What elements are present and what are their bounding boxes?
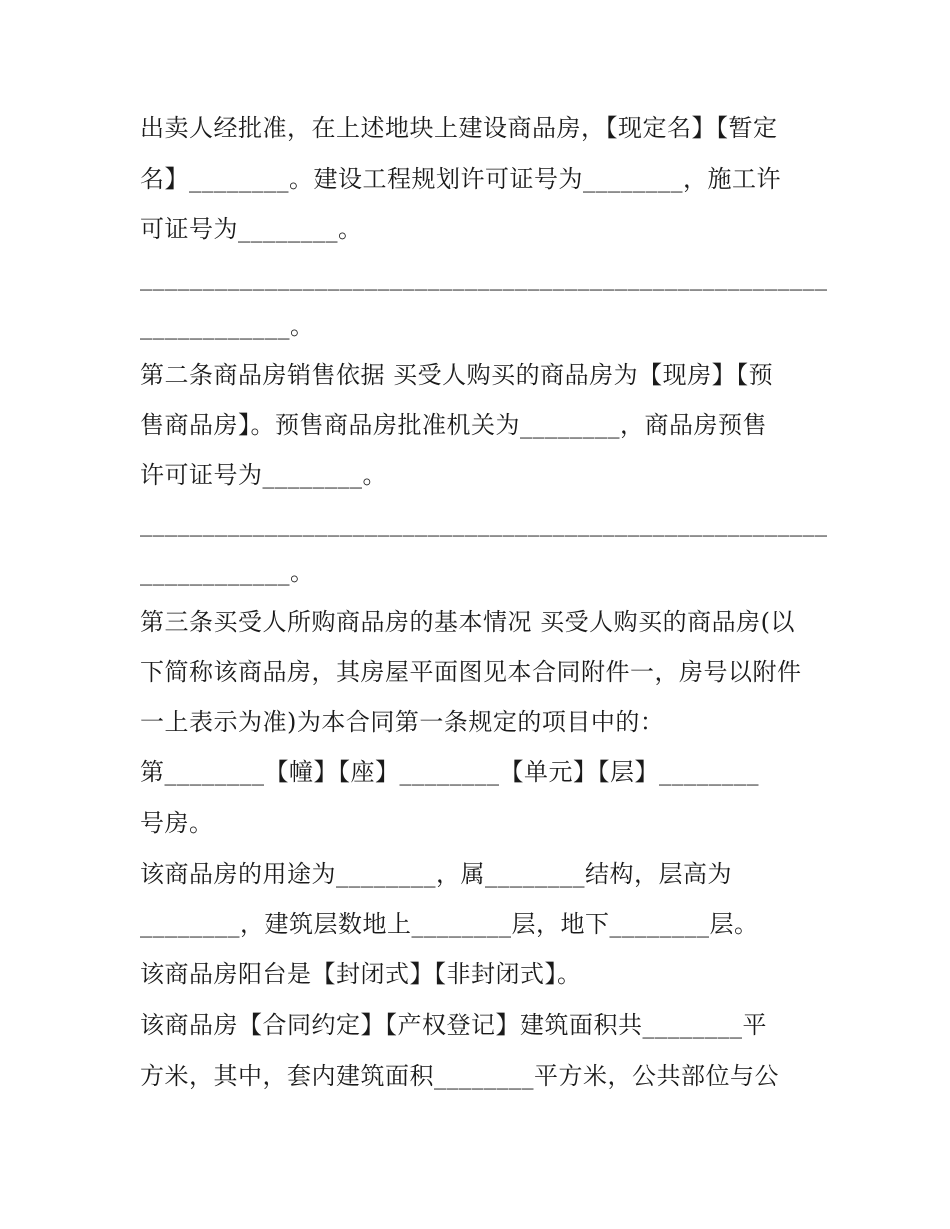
text-line: 出卖人经批准，在上述地块上建设商品房，【现定名】【暂定 [140, 114, 778, 142]
text-line: 许可证号为________。 [140, 461, 387, 489]
article-heading-line: 第二条商品房销售依据 买受人购买的商品房为【现房】【预 [140, 361, 774, 389]
text-line: 该商品房的用途为________，属________结构，层高为 [140, 860, 732, 888]
text-line: 下简称该商品房，其房屋平面图见本合同附件一，房号以附件 [140, 658, 802, 686]
text-line: 号房。 [140, 809, 214, 837]
text-line: 售商品房】。预售商品房批准机关为________，商品房预售 [140, 411, 767, 439]
blank-line: ____________。 [140, 312, 315, 340]
article-heading-line: 第三条买受人所购商品房的基本情况 买受人购买的商品房(以 [140, 608, 795, 636]
blank-line: _______________________________________________________ [140, 509, 828, 537]
text-line: 方米，其中，套内建筑面积________平方米，公共部位与公 [140, 1062, 779, 1090]
blank-line: ____________。 [140, 558, 315, 586]
text-line: 第________【幢】【座】________【单元】【层】________ [140, 758, 759, 786]
text-line: 一上表示为准)为本合同第一条规定的项目中的： [140, 708, 665, 736]
blank-line: _______________________________________________________ [140, 263, 828, 291]
text-line: 该商品房【合同约定】【产权登记】建筑面积共________平 [140, 1011, 767, 1039]
text-line: 该商品房阳台是【封闭式】【非封闭式】。 [140, 960, 582, 988]
text-line: 可证号为________。 [140, 215, 363, 243]
text-line: ________，建筑层数地上________层，地下________层。 [140, 910, 759, 938]
text-line: 名】________。建设工程规划许可证号为________，施工许 [140, 165, 781, 193]
